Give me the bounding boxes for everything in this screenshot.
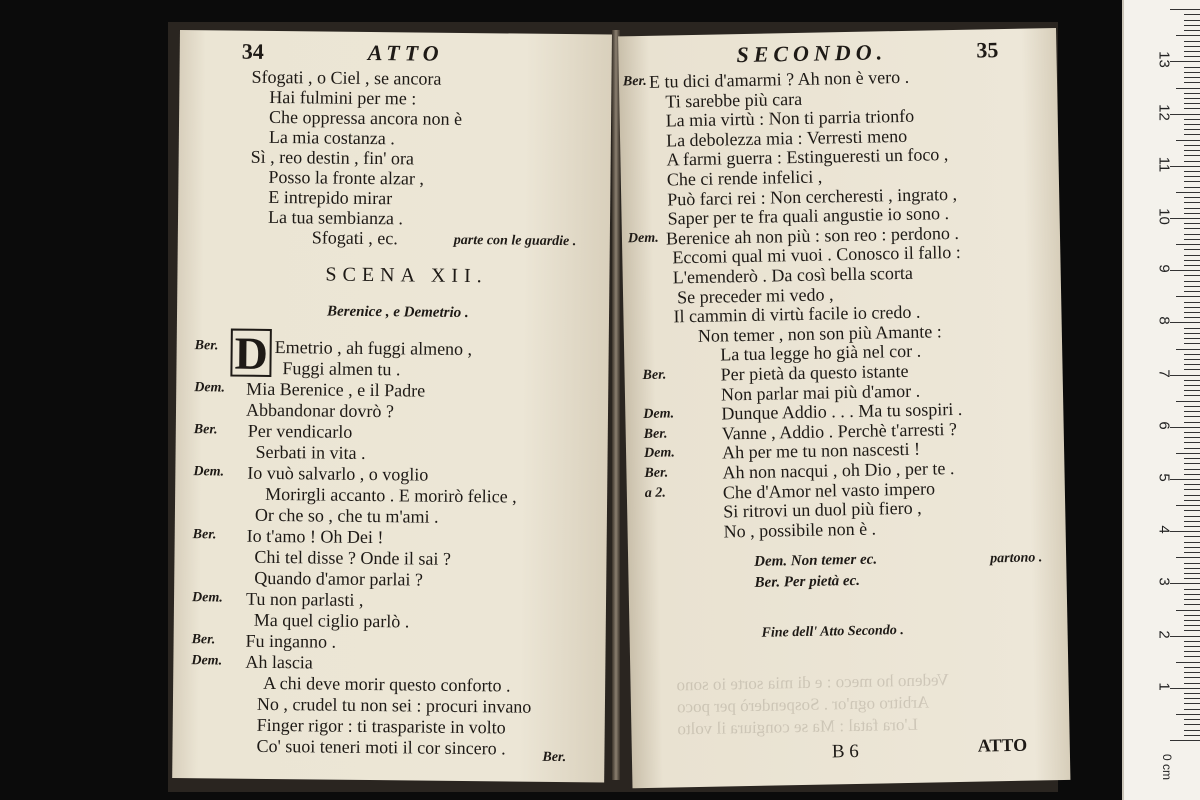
dialogue-line: Eccomi qual mi vuoi . Conosco il fallo : bbox=[672, 242, 961, 268]
dialogue-line: La debolezza mia : Verresti meno bbox=[665, 125, 908, 151]
dialogue-line: La mia virtù : Non ti parria trionfo bbox=[665, 105, 915, 131]
running-header: SECONDO. bbox=[736, 39, 888, 68]
speaker-label: Ber. bbox=[194, 338, 219, 354]
dialogue-line: Che d'Amor nel vasto impero bbox=[722, 478, 936, 503]
ruler-tick bbox=[1184, 484, 1200, 485]
verse-line: La mia costanza . bbox=[268, 126, 395, 149]
ruler-tick bbox=[1184, 20, 1200, 21]
ruler-tick bbox=[1184, 46, 1200, 47]
dialogue-line: Io t'amo ! Oh Dei ! bbox=[246, 525, 384, 548]
scene-characters: Berenice , e Demetrio . bbox=[326, 303, 469, 322]
dialogue-line: Berenice ah non più : son reo : perdono . bbox=[665, 222, 960, 249]
ruler-tick bbox=[1184, 333, 1200, 334]
dialogue-line: Or che so , che tu m'ami . bbox=[254, 504, 439, 527]
ruler-tick bbox=[1184, 364, 1200, 365]
ruler-tick bbox=[1184, 536, 1200, 537]
ruler-tick bbox=[1184, 275, 1200, 276]
ruler-tick bbox=[1184, 67, 1200, 68]
ruler-tick bbox=[1184, 385, 1200, 386]
ruler-tick bbox=[1170, 375, 1200, 376]
ruler-tick bbox=[1184, 155, 1200, 156]
dialogue-line: Fu inganno . bbox=[245, 630, 337, 652]
dialogue-line: Non temer , non son più Amante : bbox=[697, 321, 942, 346]
ruler-tick bbox=[1184, 30, 1200, 31]
ruler-unit: 0 cm bbox=[1160, 753, 1175, 781]
dialogue-line: Io vuò salvarlo , o voglio bbox=[247, 462, 429, 485]
dialogue-line: Co' suoi teneri moti il cor sincero . bbox=[256, 735, 506, 759]
ruler-tick bbox=[1184, 176, 1200, 177]
ruler-label: 3 bbox=[1155, 577, 1173, 587]
ruler-tick bbox=[1184, 547, 1200, 548]
dialogue-line: No , possibile non è . bbox=[723, 518, 877, 542]
stage-direction: partono . bbox=[990, 550, 1043, 567]
ruler-tick bbox=[1176, 296, 1200, 297]
verse-line: Sfogati , o Ciel , se ancora bbox=[251, 66, 442, 89]
dialogue-line: Ah per me tu non nascesti ! bbox=[721, 439, 921, 463]
speaker-label: Ber. bbox=[193, 422, 218, 438]
ruler-tick bbox=[1176, 35, 1200, 36]
dialogue-line: Per pietà da questo istante bbox=[720, 360, 909, 385]
ruler-label: 11 bbox=[1155, 156, 1173, 173]
catchword: Ber. bbox=[542, 749, 567, 766]
ruler-label: 9 bbox=[1155, 264, 1173, 273]
cue-berenice: Ber. Per pietà ec. bbox=[754, 572, 861, 591]
verse-line: Sì , reo destin , fin' ora bbox=[250, 146, 414, 169]
ruler-tick bbox=[1184, 223, 1200, 224]
speaker-label: Ber. bbox=[191, 632, 216, 648]
dialogue-line: Mia Berenice , e il Padre bbox=[246, 378, 426, 401]
ruler-tick bbox=[1184, 338, 1200, 339]
dialogue-line: Se preceder mi vedo , bbox=[676, 283, 834, 307]
ruler-tick bbox=[1184, 239, 1200, 240]
dialogue-line: L'emenderò . Da così bella scorta bbox=[672, 262, 914, 288]
ruler-tick bbox=[1184, 328, 1200, 329]
ruler-tick bbox=[1170, 583, 1200, 584]
ruler-tick bbox=[1184, 709, 1200, 710]
ruler-tick bbox=[1184, 521, 1200, 522]
ruler-tick bbox=[1184, 646, 1200, 647]
ruler-tick bbox=[1170, 688, 1200, 689]
ruler-tick bbox=[1176, 244, 1200, 245]
ruler-tick bbox=[1184, 228, 1200, 229]
ruler-tick bbox=[1184, 56, 1200, 57]
ruler-tick bbox=[1184, 625, 1200, 626]
ruler-tick bbox=[1184, 171, 1200, 172]
ruler-tick bbox=[1184, 286, 1200, 287]
ruler-tick bbox=[1176, 610, 1200, 611]
ruler-tick bbox=[1184, 651, 1200, 652]
ruler-tick bbox=[1184, 630, 1200, 631]
ruler-tick bbox=[1176, 453, 1200, 454]
ruler-label: 6 bbox=[1155, 421, 1173, 430]
running-header: ATTO bbox=[367, 39, 444, 66]
ruler-tick bbox=[1184, 354, 1200, 355]
ruler-tick bbox=[1184, 656, 1200, 657]
dialogue-line: Tu non parlasti , bbox=[245, 588, 364, 610]
ruler-tick bbox=[1184, 281, 1200, 282]
end-of-act-note: Fine dell' Atto Secondo . bbox=[761, 623, 904, 641]
verse-line: Posso la fronte alzar , bbox=[268, 166, 425, 189]
ruler-tick bbox=[1184, 578, 1200, 579]
ruler-tick bbox=[1184, 129, 1200, 130]
ruler-tick bbox=[1184, 14, 1200, 15]
ruler-tick bbox=[1184, 343, 1200, 344]
ruler-tick bbox=[1170, 9, 1200, 10]
scene-title: SCENA XII. bbox=[325, 263, 488, 288]
speaker-label: Ber. bbox=[622, 73, 647, 90]
ruler-tick bbox=[1184, 41, 1200, 42]
speaker-label: Dem. bbox=[193, 464, 225, 480]
catchword: ATTO bbox=[977, 734, 1028, 756]
ruler-tick bbox=[1184, 594, 1200, 595]
ruler-tick bbox=[1184, 437, 1200, 438]
speaker-label: Dem. bbox=[191, 590, 223, 606]
dialogue-line: A chi deve morir questo conforto . bbox=[263, 672, 511, 696]
speaker-label: Ber. bbox=[643, 426, 668, 442]
ruler-tick bbox=[1184, 312, 1200, 313]
ruler-tick bbox=[1184, 463, 1200, 464]
ruler-tick bbox=[1184, 359, 1200, 360]
right-page: SECONDO. 35 Ber. E tu dici d'amarmi ? Ah non è vero . Ti sarebbe più cara La mia virtù : Non ti parria trionfo La debolezza mia : Verresti meno A farmi guerra : Estingueresti un foco , Che ci rende infelici , Può farci rei : Non cercheresti , ingrato , Saper per te fra quali angustie io sono . Dem. Berenice ah non più : son reo : perdono . Eccomi qual mi vuoi . Conosco il fallo : L'emenderò . Da così bella scorta Se preceder mi vedo , Il cammin di virtù facile io credo . Non temer , non son più Amante : La tua legge ho già nel cor . Ber. Per pietà da questo istante Non parlar mai più d'amor . Dem. Dunque Addio . . . Ma tu sospiri . Ber. Vanne , Addio . Perchè t'arresti ? Dem. Ah per me tu non nascesti ! Ber. Ah non nacqui , oh Dio , per te . a 2. Che d'Amor nel vasto impero Si ritrovi un duol più fiero , No , possibile non è . Dem. Non temer ec. Ber. Per pietà ec. partono . Fine dell' Atto Secondo . Vedeno ho meco : e di mia sorte io sono Arbitro ogn'or . Sospenderò per poco L'ora fatal : Ma se congiura il volto B 6 ATTO bbox=[618, 28, 1070, 788]
dialogue-line: Emetrio , ah fuggi almeno , bbox=[274, 337, 473, 360]
dialogue-line: Ti sarebbe più cara bbox=[665, 88, 803, 112]
dialogue-line: Ma quel ciglio parlò . bbox=[253, 609, 410, 632]
ruler-tick bbox=[1184, 197, 1200, 198]
ruler-tick bbox=[1184, 516, 1200, 517]
ruler-label: 2 bbox=[1155, 629, 1173, 639]
ruler-tick bbox=[1184, 422, 1200, 423]
ruler-tick bbox=[1184, 265, 1200, 266]
speaker-label: Ber. bbox=[644, 465, 669, 481]
dialogue-line: Si ritrovi un duol più fiero , bbox=[723, 497, 922, 522]
dialogue-line: Morirgli accanto . E morirò felice , bbox=[265, 483, 517, 507]
scale-ruler bbox=[1122, 0, 1200, 800]
page-number: 34 bbox=[241, 38, 264, 64]
ruler-tick bbox=[1184, 260, 1200, 261]
verse-line: Hai fulmini per me : bbox=[269, 86, 417, 109]
ruler-tick bbox=[1176, 88, 1200, 89]
ruler-tick bbox=[1176, 557, 1200, 558]
ruler-tick bbox=[1184, 213, 1200, 214]
dialogue-line: Ah lascia bbox=[245, 651, 313, 673]
ruler-tick bbox=[1184, 724, 1200, 725]
ruler-tick bbox=[1184, 719, 1200, 720]
left-page bbox=[172, 30, 612, 782]
speaker-label: Ber. bbox=[192, 527, 217, 543]
ruler-tick bbox=[1184, 693, 1200, 694]
verse-line: Sfogati , ec. bbox=[311, 227, 398, 249]
cue-demetrio: Dem. Non temer ec. bbox=[754, 551, 878, 570]
ruler-tick bbox=[1184, 145, 1200, 146]
ruler-tick bbox=[1184, 615, 1200, 616]
ruler-label: 7 bbox=[1155, 368, 1173, 378]
ruler-tick bbox=[1184, 307, 1200, 308]
ruler-tick bbox=[1170, 740, 1200, 741]
drop-cap: D bbox=[230, 329, 272, 377]
ruler-tick bbox=[1184, 98, 1200, 99]
verse-line: La tua sembianza . bbox=[267, 206, 404, 229]
ruler-tick bbox=[1184, 255, 1200, 256]
ruler-tick bbox=[1176, 192, 1200, 193]
ruler-tick bbox=[1184, 108, 1200, 109]
dialogue-line: Ah non nacqui , oh Dio , per te . bbox=[722, 458, 955, 483]
speaker-label: Dem. bbox=[194, 380, 226, 396]
ruler-label: 1 bbox=[1155, 682, 1173, 691]
dialogue-line: No , crudel tu non sei : procuri invano bbox=[256, 693, 532, 717]
ruler-tick bbox=[1184, 641, 1200, 642]
ruler-tick bbox=[1184, 51, 1200, 52]
ruler-tick bbox=[1170, 427, 1200, 428]
ruler-tick bbox=[1184, 208, 1200, 209]
dialogue-line: Il cammin di virtù facile io credo . bbox=[673, 301, 921, 327]
dialogue-line: Che ci rende infelici , bbox=[666, 166, 823, 190]
ruler-label: 5 bbox=[1155, 473, 1173, 482]
ruler-label: 12 bbox=[1155, 103, 1173, 121]
ruler-tick bbox=[1184, 604, 1200, 605]
page-number: 35 bbox=[976, 37, 999, 63]
ruler-tick bbox=[1184, 181, 1200, 182]
ruler-tick bbox=[1184, 683, 1200, 684]
ruler-label: 13 bbox=[1155, 51, 1173, 69]
ruler-tick bbox=[1176, 714, 1200, 715]
ruler-tick bbox=[1184, 93, 1200, 94]
ruler-tick bbox=[1184, 150, 1200, 151]
dialogue-line: Quando d'amor parlai ? bbox=[254, 567, 424, 590]
ruler-tick bbox=[1184, 474, 1200, 475]
stage-direction: parte con le guardie . bbox=[453, 232, 577, 250]
ruler-label: 4 bbox=[1155, 525, 1173, 534]
verse-line: Che oppressa ancora non è bbox=[268, 106, 463, 129]
ruler-tick bbox=[1184, 589, 1200, 590]
ruler-tick bbox=[1184, 395, 1200, 396]
ruler-tick bbox=[1184, 698, 1200, 699]
speaker-label: Dem. bbox=[643, 406, 675, 423]
dialogue-line: A farmi guerra : Estingueresti un foco , bbox=[666, 144, 949, 170]
ruler-tick bbox=[1184, 448, 1200, 449]
dialogue-line: Serbati in vita . bbox=[255, 441, 366, 463]
dialogue-line: Finger rigor : ti traspariste in volto bbox=[256, 714, 506, 738]
ruler-tick bbox=[1184, 77, 1200, 78]
verse-line: E intrepido mirar bbox=[268, 186, 393, 209]
dialogue-line: Saper per te fra quali angustie io sono . bbox=[667, 203, 950, 229]
ruler-tick bbox=[1184, 620, 1200, 621]
ruler-tick bbox=[1184, 730, 1200, 731]
ruler-tick bbox=[1184, 552, 1200, 553]
ruler-tick bbox=[1184, 599, 1200, 600]
ruler-tick bbox=[1184, 563, 1200, 564]
ruler-tick bbox=[1170, 270, 1200, 271]
speaker-label: a 2. bbox=[644, 485, 666, 501]
dialogue-line: E tu dici d'amarmi ? Ah non è vero . bbox=[648, 66, 910, 92]
ruler-tick bbox=[1170, 61, 1200, 62]
ruler-tick bbox=[1184, 495, 1200, 496]
speaker-label: Dem. bbox=[643, 445, 675, 462]
ruler-tick bbox=[1184, 302, 1200, 303]
dialogue-line: Abbandonar dovrò ? bbox=[245, 399, 395, 422]
ruler-tick bbox=[1184, 369, 1200, 370]
dialogue-line: La tua legge ho già nel cor . bbox=[720, 341, 922, 365]
ruler-tick bbox=[1184, 249, 1200, 250]
ruler-tick bbox=[1170, 114, 1200, 115]
dialogue-line: Può farci rei : Non cercheresti , ingrato , bbox=[667, 183, 958, 210]
ruler-tick bbox=[1176, 401, 1200, 402]
ruler-tick bbox=[1184, 416, 1200, 417]
ruler-tick bbox=[1184, 703, 1200, 704]
ruler-tick bbox=[1170, 636, 1200, 637]
ruler-tick bbox=[1184, 573, 1200, 574]
ruler-tick bbox=[1184, 317, 1200, 318]
book-gutter bbox=[612, 30, 620, 780]
ruler-tick bbox=[1184, 442, 1200, 443]
ruler-tick bbox=[1184, 672, 1200, 673]
ruler-tick bbox=[1184, 202, 1200, 203]
ruler-tick bbox=[1184, 411, 1200, 412]
ruler-tick bbox=[1184, 510, 1200, 511]
ruler-tick bbox=[1184, 291, 1200, 292]
ruler-tick bbox=[1170, 531, 1200, 532]
ruler-tick bbox=[1176, 505, 1200, 506]
ruler-tick bbox=[1184, 500, 1200, 501]
ruler-tick bbox=[1184, 161, 1200, 162]
ruler-label: 10 bbox=[1155, 208, 1173, 225]
ruler-label: 8 bbox=[1155, 316, 1173, 326]
ruler-tick bbox=[1184, 458, 1200, 459]
ruler-tick bbox=[1184, 380, 1200, 381]
dialogue-line: Non parlar mai più d'amor . bbox=[720, 380, 921, 405]
dialogue-line: Dunque Addio . . . Ma tu sospiri . bbox=[721, 399, 963, 424]
dialogue-line: Per vendicarlo bbox=[247, 420, 353, 442]
ruler-tick bbox=[1176, 662, 1200, 663]
ruler-tick bbox=[1184, 469, 1200, 470]
dialogue-line: Chi tel disse ? Onde il sai ? bbox=[254, 546, 452, 569]
speaker-label: Ber. bbox=[642, 367, 667, 383]
ruler-tick bbox=[1184, 82, 1200, 83]
ruler-tick bbox=[1184, 390, 1200, 391]
ruler-tick bbox=[1184, 25, 1200, 26]
ruler-tick bbox=[1184, 542, 1200, 543]
dialogue-line: Vanne , Addio . Perchè t'arresti ? bbox=[721, 418, 958, 444]
ruler-tick bbox=[1184, 489, 1200, 490]
ruler-tick bbox=[1184, 667, 1200, 668]
ruler-tick bbox=[1184, 234, 1200, 235]
dialogue-line: Fuggi almen tu . bbox=[282, 358, 401, 380]
ruler-tick bbox=[1184, 568, 1200, 569]
signature-mark: B 6 bbox=[831, 740, 859, 763]
ruler-tick bbox=[1184, 72, 1200, 73]
ruler-tick bbox=[1184, 134, 1200, 135]
ruler-tick bbox=[1170, 322, 1200, 323]
ruler-tick bbox=[1176, 140, 1200, 141]
ruler-tick bbox=[1184, 124, 1200, 125]
ruler-tick bbox=[1184, 119, 1200, 120]
ruler-tick bbox=[1170, 218, 1200, 219]
ruler-tick bbox=[1184, 187, 1200, 188]
ruler-tick bbox=[1184, 432, 1200, 433]
ruler-tick bbox=[1170, 479, 1200, 480]
ruler-tick bbox=[1184, 103, 1200, 104]
ruler-tick bbox=[1176, 349, 1200, 350]
ruler-tick bbox=[1170, 166, 1200, 167]
ruler-tick bbox=[1184, 406, 1200, 407]
ruler-tick bbox=[1184, 526, 1200, 527]
speaker-label: Dem. bbox=[191, 653, 223, 669]
ruler-tick bbox=[1184, 677, 1200, 678]
speaker-label: Dem. bbox=[627, 230, 659, 247]
ruler-tick bbox=[1184, 735, 1200, 736]
